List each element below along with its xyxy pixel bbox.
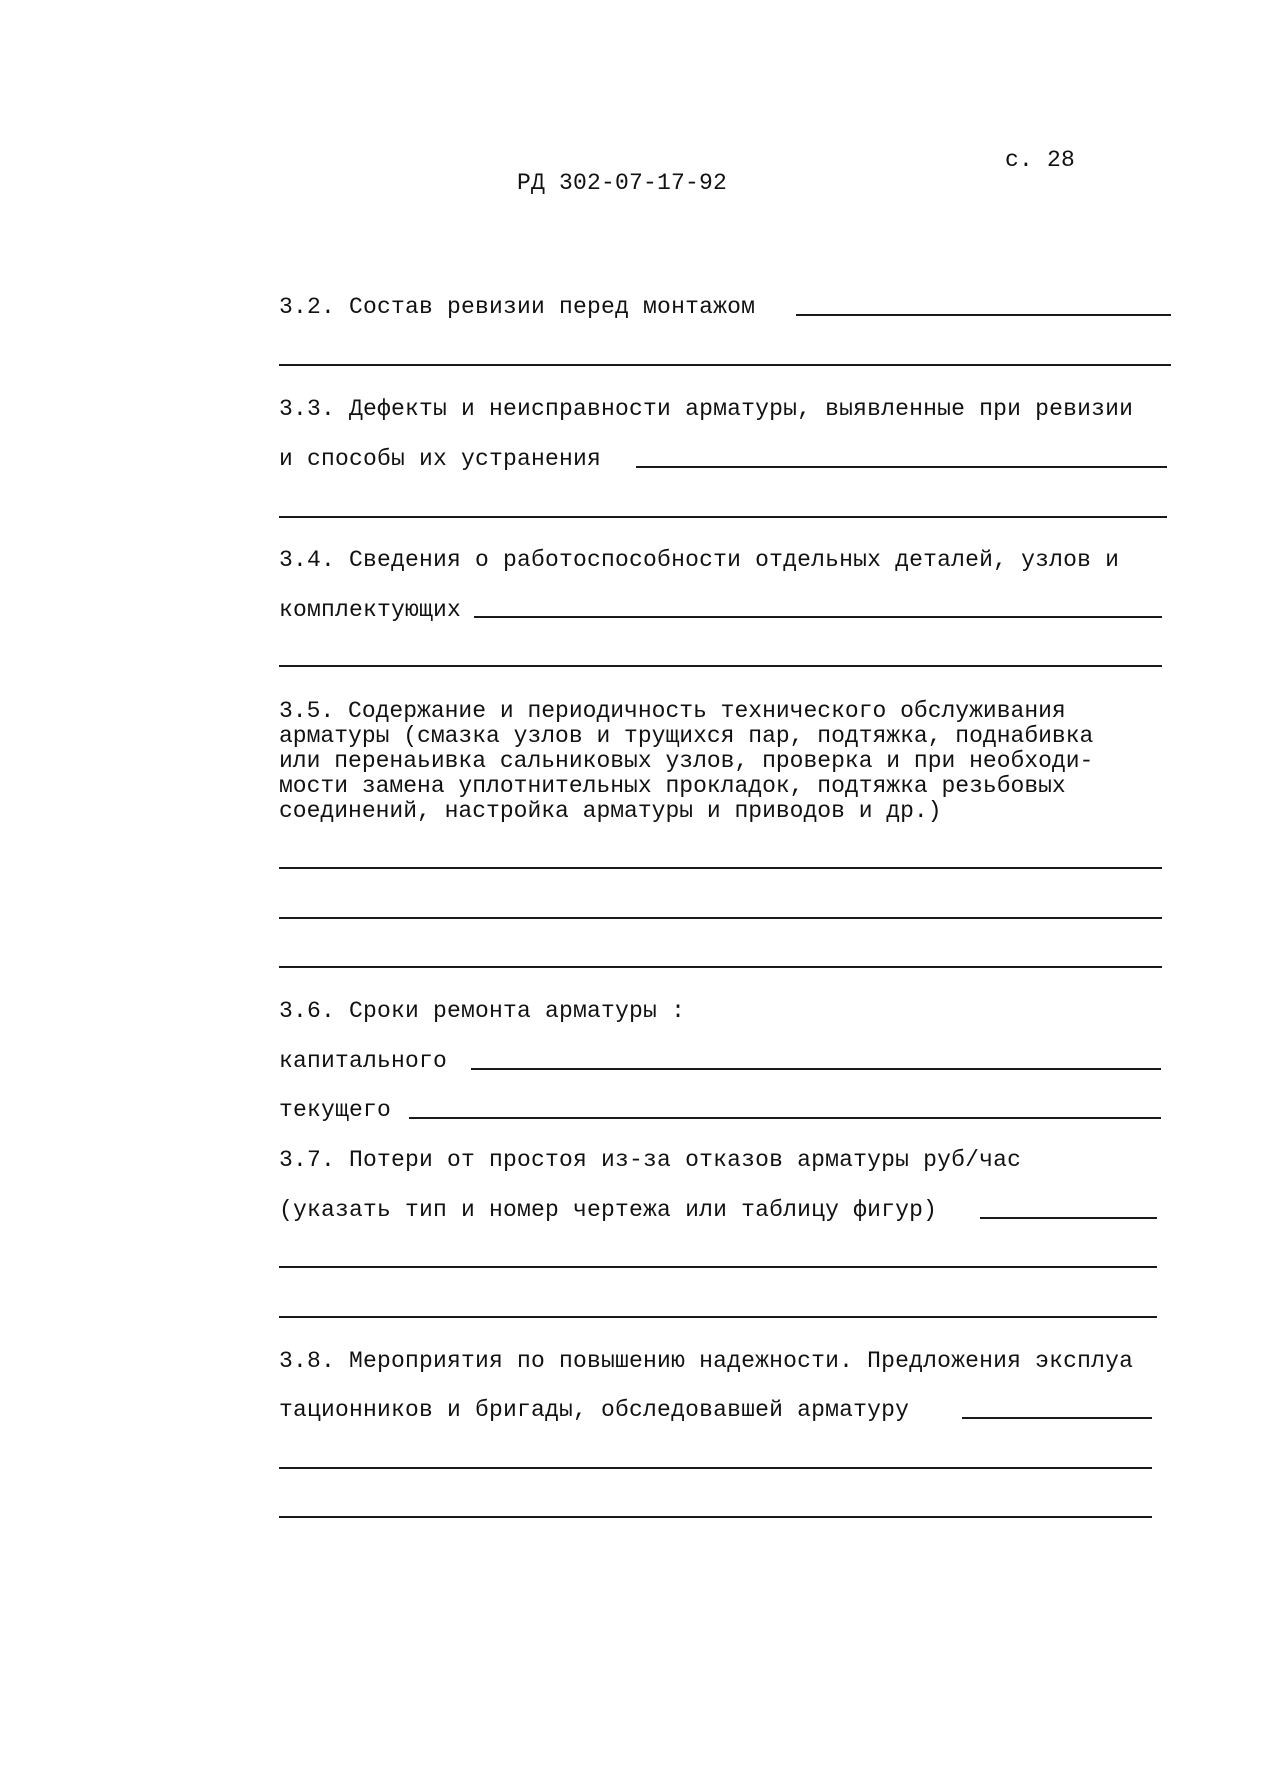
section-3-5-line3: или перенаьивка сальниковых узлов, проверка и при необходи- [279,748,1094,774]
section-3-7-line2: (указать тип и номер чертежа или таблицу фигур) [279,1197,938,1223]
current-repair-label: текущего [279,1097,392,1123]
fill-line [962,1417,1152,1419]
section-3-5-line1: 3.5. Содержание и периодичность технического обслуживания [279,698,1066,724]
fill-line [279,516,1167,518]
fill-line [279,917,1162,919]
fill-line [279,1467,1152,1469]
fill-line [279,1266,1157,1268]
fill-line [796,314,1171,316]
fill-line [279,966,1162,968]
section-3-8-title: 3.8. Мероприятия по повышению надежности. Предложения эксплуа [279,1350,1134,1373]
section-3-3-title: 3.3. Дефекты и неисправности арматуры, выявленные при ревизии [279,396,1134,422]
section-3-4-line2: комплектующих [279,597,462,623]
section-3-5-line5: соединений, настройка арматуры и приводов и др.) [279,798,942,824]
section-3-5-text [279,699,1093,824]
fill-line [980,1217,1157,1219]
fill-line [279,364,1171,366]
fill-line [279,1516,1152,1518]
section-3-5-line4: мости замена уплотнительных прокладок, подтяжка резьбовых [279,773,1066,799]
document-code: РД 302-07-17-92 [517,170,728,196]
section-3-3-line2: и способы их устранения [279,446,602,472]
section-3-6-title: 3.6. Сроки ремонта арматуры : [279,998,686,1024]
fill-line [279,867,1162,869]
section-3-4-title: 3.4. Сведения о работоспособности отдельных деталей, узлов и [279,547,1120,573]
section-3-2-title: 3.2. Состав ревизии перед монтажом [279,294,756,320]
section-3-7-title: 3.7. Потери от простоя из-за отказов арматуры руб/час [279,1147,1022,1173]
fill-line [279,1316,1157,1318]
section-3-5-line2: арматуры (смазка узлов и трущихся пар, подтяжка, поднабивка [279,723,1094,749]
fill-line [636,466,1167,468]
section-3-8-line2: тационников и бригады, обследовавшей арматуру [279,1397,910,1423]
page-number: с. 28 [1005,147,1076,173]
capital-repair-label: капитального [279,1048,448,1074]
capital-repair-field [471,1068,1161,1070]
fill-line [279,665,1162,667]
fill-line [474,616,1162,618]
current-repair-field [409,1117,1161,1119]
